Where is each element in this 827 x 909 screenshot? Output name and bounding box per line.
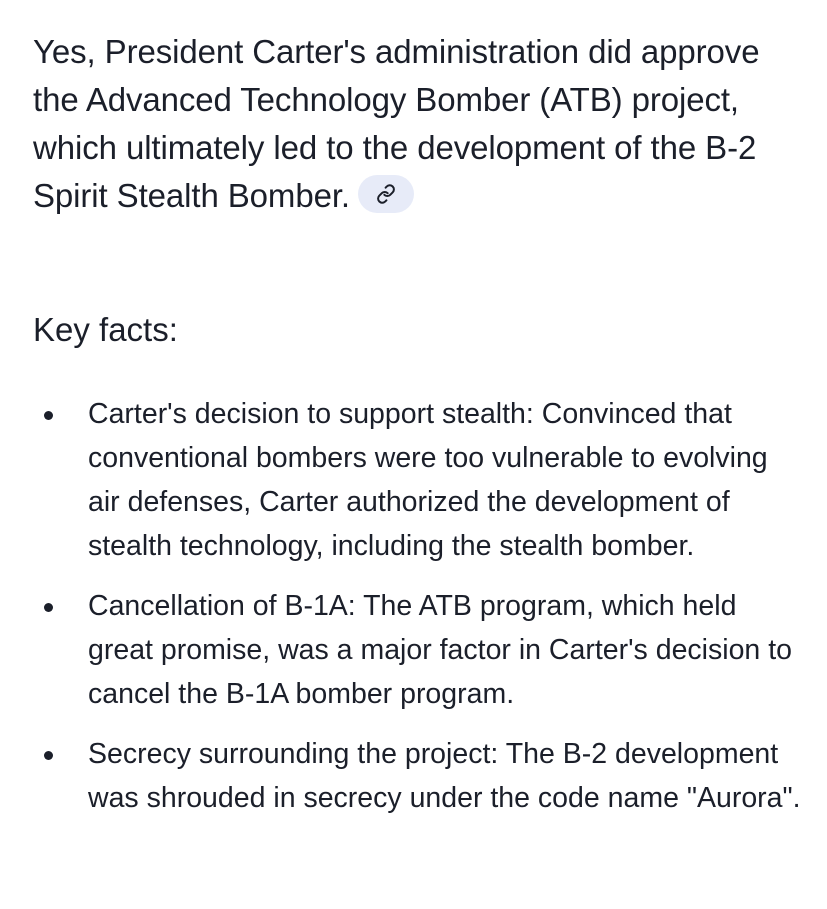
key-facts-list: [0, 392, 827, 836]
fact-text: Cancellation of B-1A: The ATB program, which held great promise, was a major factor in Carter's decision to cancel the B-1A bomber program.: [88, 590, 792, 710]
response-intro: [33, 28, 793, 220]
key-facts-heading: Key facts:: [33, 311, 178, 348]
intro-text: Yes, President Carter's administration did approve the Advanced Technology Bomber (ATB) project, which ultimately led to the development of the B-2 Spirit Stealth Bomber.: [33, 33, 760, 214]
source-link-chip[interactable]: [358, 175, 414, 213]
fact-text: Carter's decision to support stealth: Convinced that conventional bombers were too vulnerable to evolving air defenses, Carter authorized the development of stealth technology, including the stealth bomber.: [88, 398, 768, 562]
bullet-icon: [44, 603, 53, 612]
fact-text: Secrecy surrounding the project: The B-2 development was shrouded in secrecy under the code name "Aurora".: [88, 738, 801, 814]
list-item: [0, 732, 827, 820]
link-icon: [376, 184, 396, 204]
list-item: [0, 584, 827, 716]
bullet-icon: [44, 411, 53, 420]
bullet-icon: [44, 751, 53, 760]
list-item: [0, 392, 827, 568]
